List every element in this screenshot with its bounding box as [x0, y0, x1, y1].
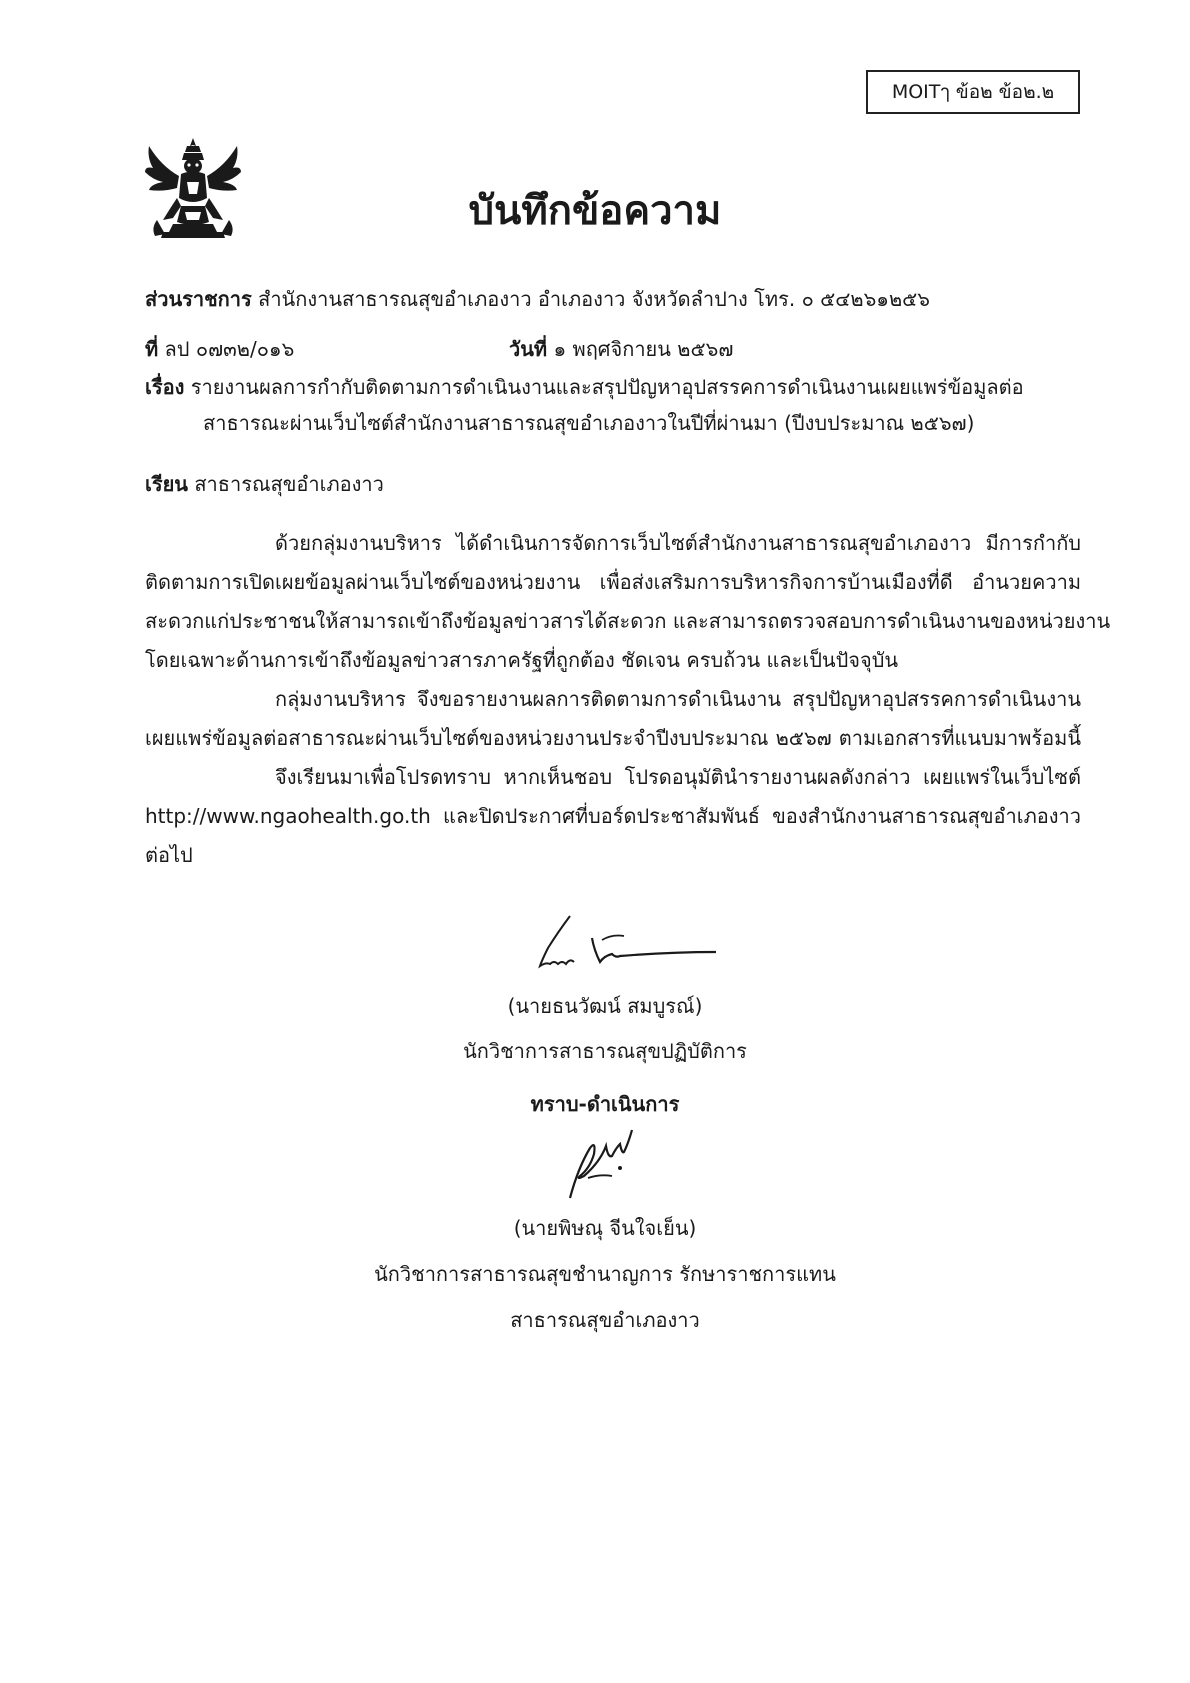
agency-line	[145, 283, 930, 315]
signer-2-position-line-1: นักวิชาการสาธารณสุขชำนาญการ รักษาราชการแทน	[374, 1262, 836, 1286]
paragraph-line: ติดตามการเปิดเผยข้อมูลผ่านเว็บไซต์ของหน่วยงาน เพื่อส่งเสริมการบริหารกิจการบ้านเมืองที่ดี อำนวยความ	[145, 570, 1081, 594]
paragraph-line: ต่อไป	[145, 843, 193, 867]
subject-line-1	[145, 371, 1024, 403]
addressee-value: สาธารณสุขอำเภองาว	[194, 472, 384, 496]
date-value: ๑ พฤศจิกายน ๒๕๖๗	[553, 337, 734, 361]
reference-label: ที่	[145, 337, 159, 361]
document-code: MOITๅ ข้อ๒ ข้อ๒.๒	[891, 81, 1055, 103]
subject-line-2	[203, 407, 974, 439]
paragraph-line: โดยเฉพาะด้านการเข้าถึงข้อมูลข่าวสารภาครัฐที่ถูกต้อง ชัดเจน ครบถ้วน และเป็นปัจจุบัน	[145, 648, 899, 672]
addressee-line	[145, 468, 384, 500]
date-line	[509, 333, 733, 365]
paragraph-2	[145, 680, 1081, 758]
paragraph-line: ด้วยกลุ่มงานบริหาร ได้ดำเนินการจัดการเว็บไซต์สำนักงานสาธารณสุขอำเภองาว มีการกำกับ	[275, 531, 1081, 555]
paragraph-line: http://www.ngaohealth.go.th และปิดประกาศที่บอร์ดประชาสัมพันธ์ ของสำนักงานสาธารณสุขอำเภองาว	[145, 804, 1081, 828]
paragraph-line: เผยแพร่ข้อมูลต่อสาธารณะผ่านเว็บไซต์ของหน่วยงานประจำปีงบประมาณ ๒๕๖๗ ตามเอกสารที่แนบมาพร้อมนี้	[145, 726, 1081, 750]
signature-2-icon	[550, 1118, 660, 1208]
paragraph-1	[145, 524, 1111, 680]
reference-line	[145, 333, 294, 365]
agency-label: ส่วนราชการ	[145, 287, 252, 311]
paragraph-line: สะดวกแก่ประชาชนให้สามารถเข้าถึงข้อมูลข่าวสารได้สะดวก และสามารถตรวจสอบการดำเนินงานของหน่วยงาน	[145, 609, 1111, 633]
reference-number: ลป ๐๗๓๒/๐๑๖	[164, 337, 295, 361]
addressee-label: เรียน	[145, 472, 188, 496]
subject-label: เรื่อง	[145, 375, 185, 399]
date-label: วันที่	[509, 337, 548, 361]
signature-1-icon	[520, 908, 720, 978]
document-title: บันทึกข้อความ	[468, 188, 722, 234]
approval-label: ทราบ-ดำเนินการ	[530, 1092, 680, 1116]
signer-2-name: (นายพิษณุ จีนใจเย็น)	[513, 1216, 697, 1240]
agency-value: สำนักงานสาธารณสุขอำเภองาว อำเภองาว จังหวัดลำปาง โทร. ๐ ๕๔๒๖๑๒๕๖	[258, 287, 930, 311]
subject-text-2: สาธารณะผ่านเว็บไซต์สำนักงานสาธารณสุขอำเภองาวในปีที่ผ่านมา (ปีงบประมาณ ๒๕๖๗)	[203, 411, 975, 435]
signer-1-name: (นายธนวัฒน์ สมบูรณ์)	[507, 994, 703, 1018]
document-code-box	[866, 70, 1080, 114]
paragraph-line: กลุ่มงานบริหาร จึงขอรายงานผลการติดตามการดำเนินงาน สรุปปัญหาอุปสรรคการดำเนินงาน	[275, 687, 1081, 711]
paragraph-line: จึงเรียนมาเพื่อโปรดทราบ หากเห็นชอบ โปรดอนุมัตินำรายงานผลดังกล่าว เผยแพร่ในเว็บไซต์	[275, 765, 1081, 789]
signer-1-position: นักวิชาการสาธารณสุขปฏิบัติการ	[463, 1039, 747, 1063]
signer-2-position-line-2: สาธารณสุขอำเภองาว	[510, 1308, 700, 1332]
paragraph-3	[145, 758, 1081, 875]
subject-text-1: รายงานผลการกำกับติดตามการดำเนินงานและสรุปปัญหาอุปสรรคการดำเนินงานเผยแพร่ข้อมูลต่อ	[190, 375, 1024, 399]
